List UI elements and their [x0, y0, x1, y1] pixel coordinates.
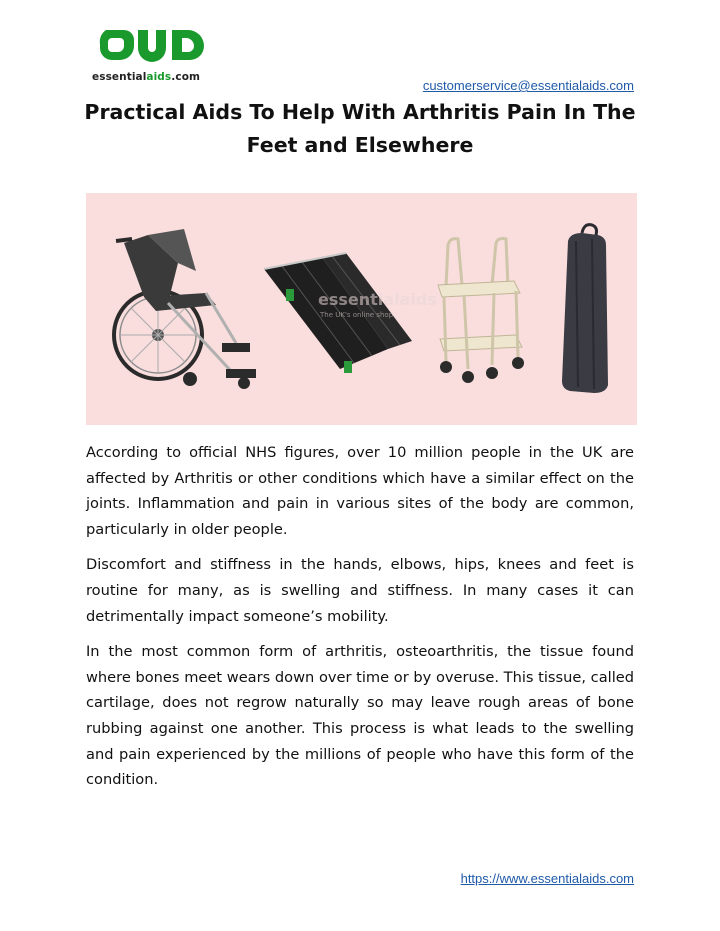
- brand-logo[interactable]: [92, 26, 212, 90]
- hero-image: [86, 193, 637, 425]
- watermark-subtext: The UK's online shop: [320, 311, 394, 319]
- logo-wordmark: essentialaids.com: [92, 71, 201, 83]
- page-title: Practical Aids To Help With Arthritis Pain In The Feet and Elsewhere: [84, 100, 636, 157]
- watermark-text: essentialaids: [318, 290, 437, 309]
- product-collage: [86, 193, 637, 425]
- article-body: [86, 440, 634, 803]
- paragraph: In the most common form of arthritis, osteoarthritis, the tissue found where bones meet wears down over time or by overuse. This tissue, called cartilage, does not regrow naturally so may leave rough areas of bone rubbing against one another. This process is what leads to the swelling and pain experienced by the millions of people who have this form of the condition.: [86, 643, 634, 789]
- email-link[interactable]: customerservice@essentialaids.com: [422, 78, 634, 93]
- website-link[interactable]: https://www.essentialaids.com: [460, 871, 634, 886]
- paragraph: According to official NHS figures, over 10 million people in the UK are affected by Arthritis or other conditions which have a similar effect on the joints. Inflammation and pain in various sites of the body are common, particularly in older people.: [86, 444, 634, 538]
- logo-mark-icon: [92, 26, 212, 70]
- wheelchair-icon: [114, 229, 256, 389]
- ramp-icon: [264, 253, 437, 373]
- trolley-icon: [438, 239, 524, 384]
- carry-bag-icon: [562, 225, 608, 393]
- paragraph: Discomfort and stiffness in the hands, elbows, hips, knees and feet is routine for many, as is swelling and stiffness. In many cases it can detrimentally impact someone’s mobility.: [86, 556, 634, 625]
